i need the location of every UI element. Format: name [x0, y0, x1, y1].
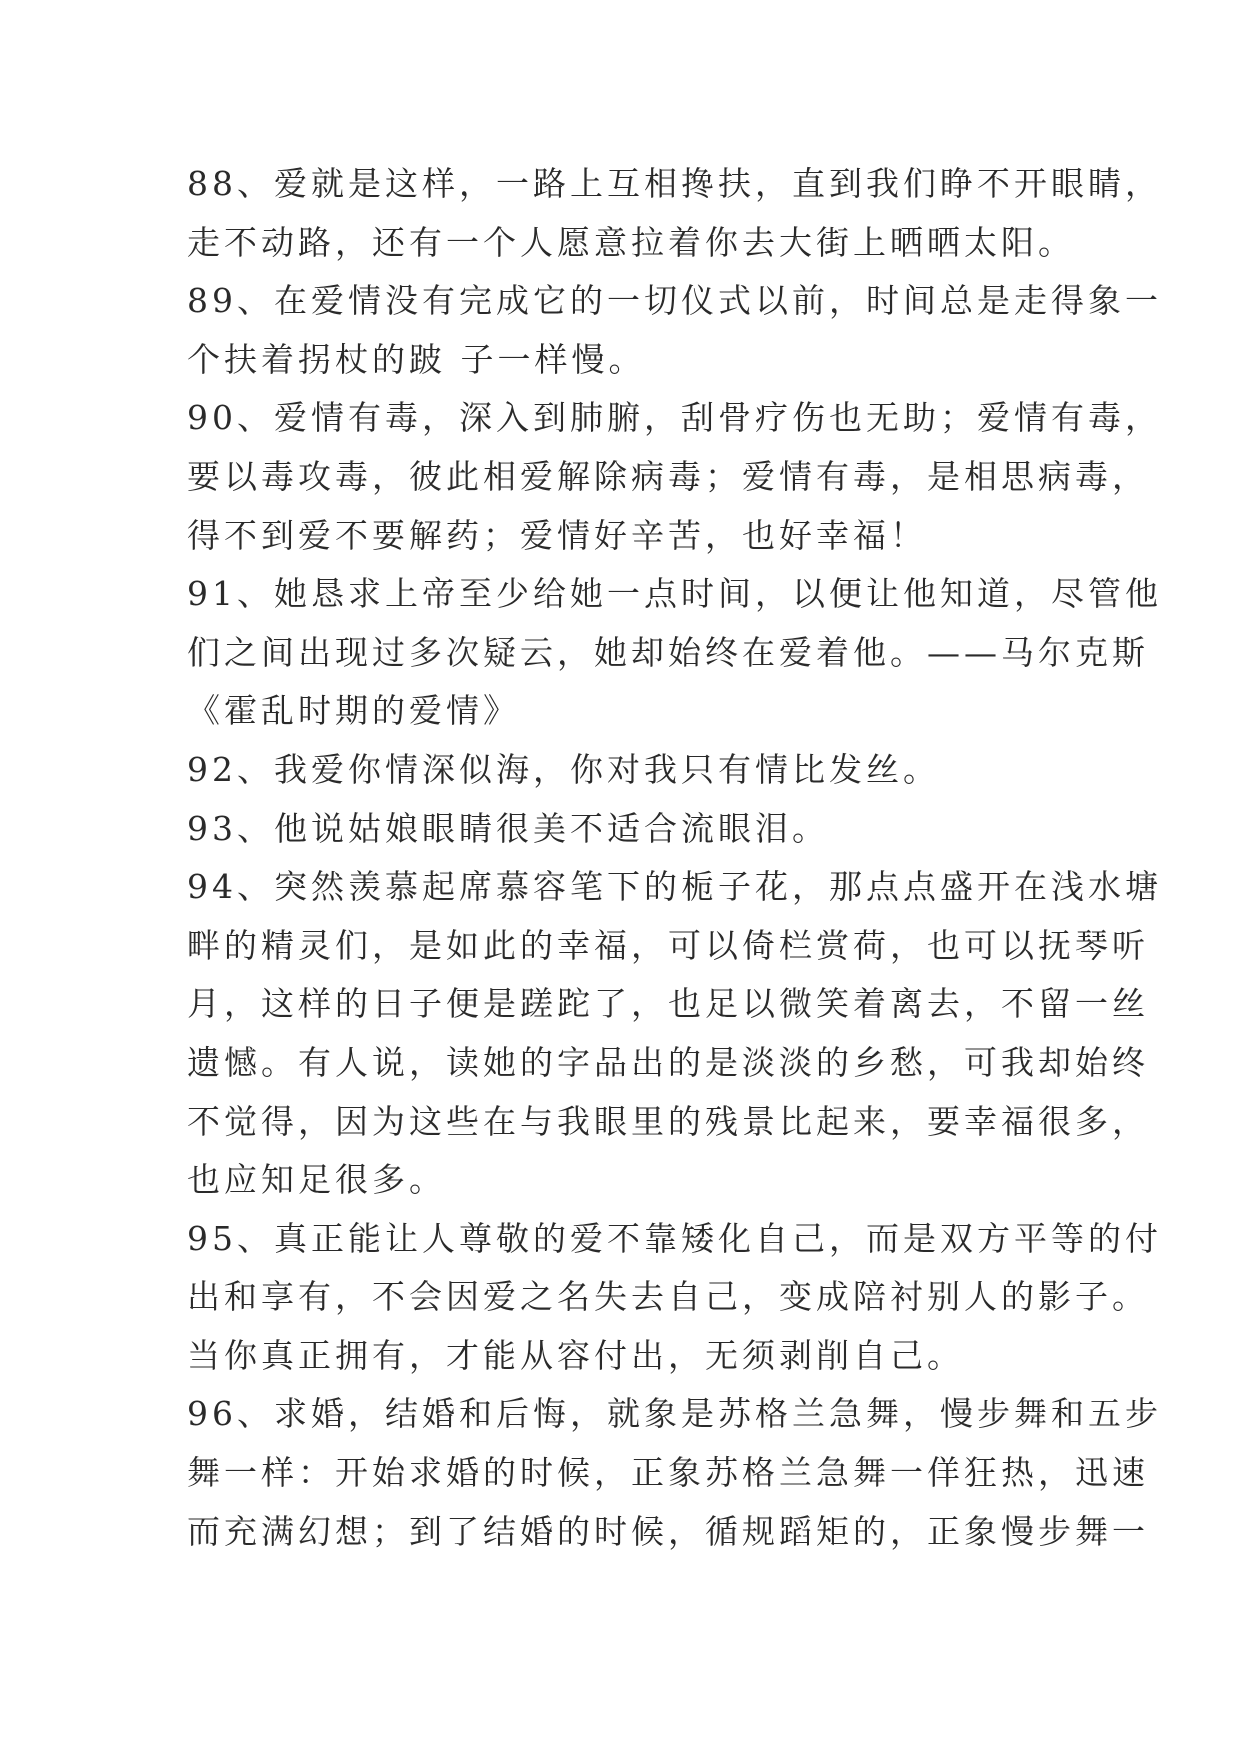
text-line: 88、爱就是这样，一路上互相搀扶，直到我们睁不开眼睛，: [187, 164, 1162, 203]
text-line: 89、在爱情没有完成它的一切仪式以前，时间总是走得象一: [187, 281, 1162, 321]
text-line: 《霍乱时期的爱情》: [187, 691, 520, 731]
text-line: 出和享有，不会因爱之名失去自己，变成陪衬别人的影子。: [187, 1277, 1149, 1317]
text-line: 96、求婚，结婚和后悔，就象是苏格兰急舞，慢步舞和五步: [187, 1394, 1162, 1434]
text-line: 92、我爱你情深似海，你对我只有情比发丝。: [187, 749, 940, 789]
text-line: 得不到爱不要解药；爱情好辛苦，也好幸福！: [187, 515, 927, 555]
text-line: 当你真正拥有，才能从容付出，无须剥削自己。: [187, 1335, 964, 1375]
text-line: 遗憾。有人说，读她的字品出的是淡淡的乡愁，可我却始终: [187, 1042, 1149, 1082]
text-line: 月，这样的日子便是蹉跎了，也足以微笑着离去，不留一丝: [187, 984, 1149, 1024]
text-line: 不觉得，因为这些在与我眼里的残景比起来，要幸福很多，: [187, 1101, 1149, 1141]
text-line: 也应知足很多。: [187, 1160, 446, 1200]
text-line: 舞一样：开始求婚的时候，正象苏格兰急舞一佯狂热，迅速: [187, 1453, 1149, 1493]
text-line: 要以毒攻毒，彼此相爱解除病毒；爱情有毒，是相思病毒，: [187, 456, 1149, 496]
text-line: 走不动路，还有一个人愿意拉着你去大街上晒晒太阳。: [187, 222, 1075, 262]
text-line: 93、他说姑娘眼睛很美不适合流眼泪。: [187, 808, 829, 848]
document-body: [187, 155, 1162, 1561]
text-line: 而充满幻想；到了结婚的时候，循规蹈矩的，正象慢步舞一: [187, 1511, 1149, 1551]
text-line: 94、突然羡慕起席慕容笔下的栀子花，那点点盛开在浅水塘: [187, 867, 1162, 907]
text-line: 90、爱情有毒，深入到肺腑，刮骨疗伤也无助；爱情有毒，: [187, 398, 1162, 438]
text-line: 91、她恳求上帝至少给她一点时间，以便让他知道，尽管他: [187, 574, 1162, 614]
text-line: 畔的精灵们，是如此的幸福，可以倚栏赏荷，也可以抚琴听: [187, 925, 1149, 965]
text-line: 95、真正能让人尊敬的爱不靠矮化自己，而是双方平等的付: [187, 1218, 1162, 1258]
text-line: 个扶着拐杖的跛 子一样慢。: [187, 339, 646, 379]
text-line: 们之间出现过多次疑云，她却始终在爱着他。——马尔克斯: [187, 632, 1149, 672]
